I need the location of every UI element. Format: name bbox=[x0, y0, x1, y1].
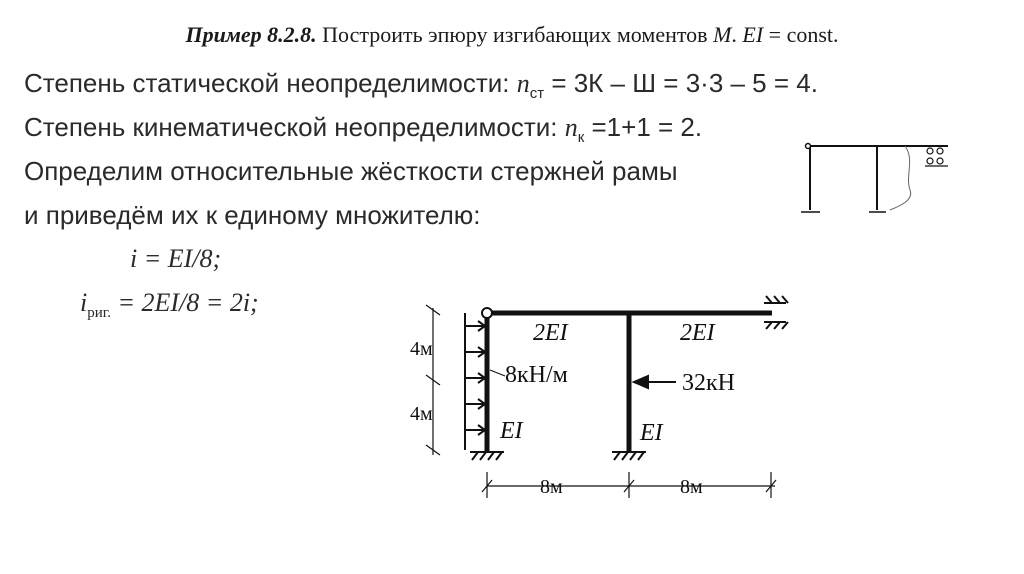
stiffness-line: Определим относительные жёсткости стержней рамы bbox=[24, 156, 678, 186]
multiplier-line: и приведём их к единому множителю: bbox=[24, 200, 481, 230]
l1-post: = 3К – Ш = 3·3 – 5 = 4. bbox=[544, 68, 818, 98]
left-column-stiffness: EI bbox=[500, 418, 523, 444]
title-ei: EI bbox=[742, 22, 764, 47]
title-m: M bbox=[713, 22, 732, 47]
point-load-arrow bbox=[634, 376, 676, 388]
l1-n: n bbox=[516, 69, 530, 98]
l2-sub: к bbox=[577, 129, 585, 147]
l2-pre: Степень кинематической неопределимости: bbox=[24, 112, 565, 142]
horizontal-dimensions bbox=[482, 472, 776, 498]
l6-sub: риг. bbox=[87, 305, 111, 322]
l2-post: =1+1 = 2. bbox=[584, 112, 703, 142]
vertical-dimensions bbox=[426, 305, 440, 455]
frame-sketch bbox=[801, 144, 948, 213]
middle-column-stiffness: EI bbox=[640, 420, 663, 446]
point-load-label: 32кН bbox=[682, 370, 735, 396]
title-text-c: = const. bbox=[763, 22, 839, 47]
left-fixed-support bbox=[470, 452, 504, 460]
beam-right-stiffness: 2EI bbox=[680, 320, 715, 346]
height-top-label: 4м bbox=[410, 338, 433, 360]
title-text-a: Построить эпюру изгибающих моментов bbox=[316, 22, 714, 47]
l1-pre: Степень статической неопределимости: bbox=[24, 68, 517, 98]
distributed-load-label: 8кН/м bbox=[505, 362, 568, 388]
span-left-label: 8м bbox=[540, 476, 563, 498]
beam-left-stiffness: 2EI bbox=[533, 320, 568, 346]
main-frame bbox=[426, 296, 788, 498]
l6-i: i bbox=[80, 288, 88, 317]
span-right-label: 8м bbox=[680, 476, 703, 498]
l1-sub: ст bbox=[529, 85, 545, 103]
formula-i-text: i = EI/8; bbox=[130, 244, 222, 273]
middle-fixed-support bbox=[612, 452, 646, 460]
l2-n: n bbox=[564, 113, 578, 142]
example-number: Пример 8.2.8. bbox=[185, 22, 317, 47]
hinge-node bbox=[482, 308, 492, 318]
title-text-b: . bbox=[731, 22, 743, 47]
height-bottom-label: 4м bbox=[410, 403, 433, 425]
l6-post: = 2EI/8 = 2i; bbox=[110, 288, 259, 317]
